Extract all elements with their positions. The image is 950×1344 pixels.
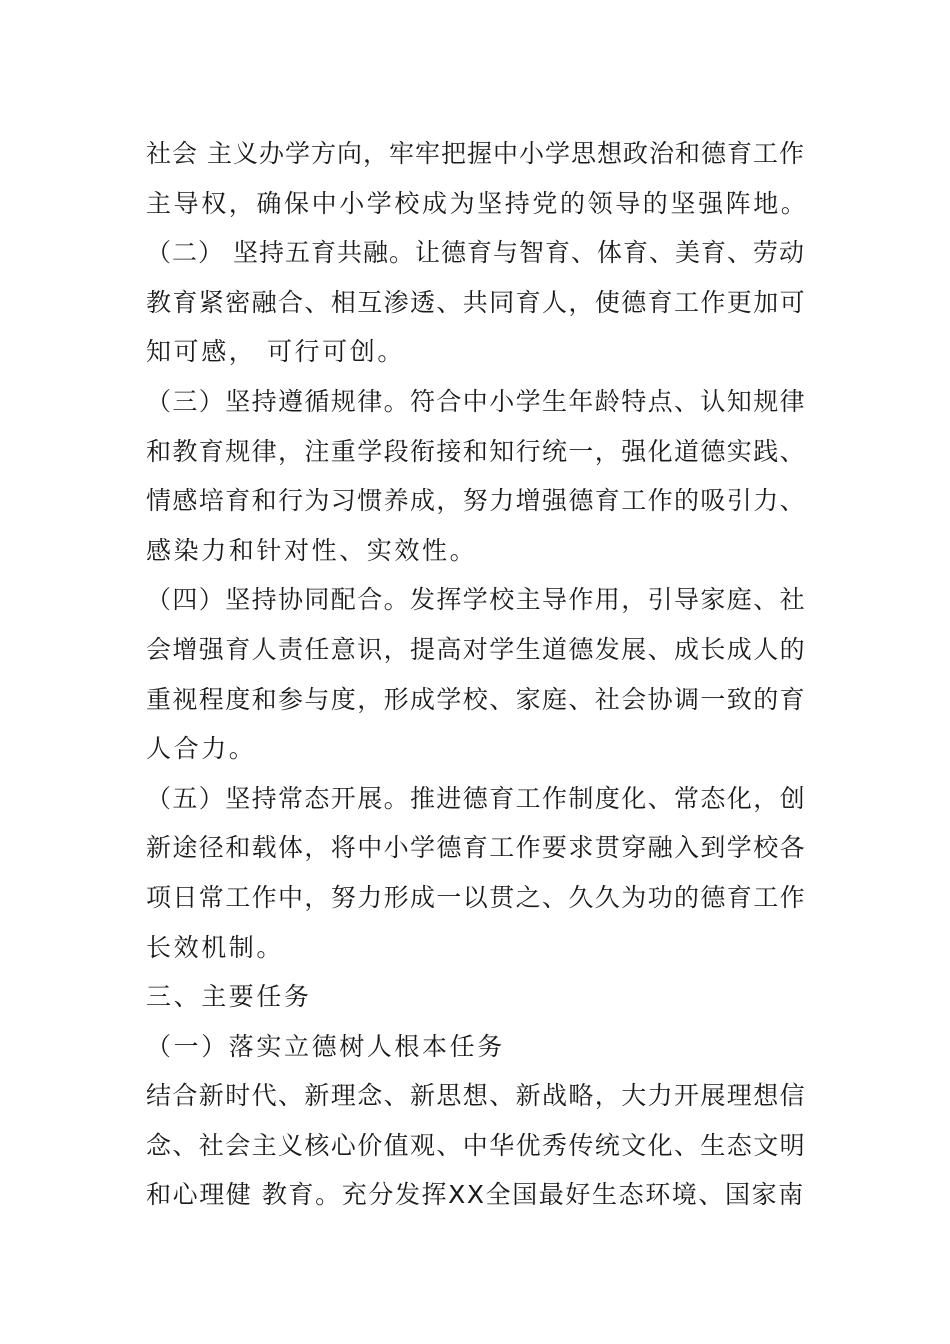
section-heading-main-tasks: 三、主要任务 (146, 982, 312, 1012)
body-text-line: 念、社会主义核心价值观、中华优秀传统文化、生态文明 (146, 1130, 807, 1160)
body-text-line: 会增强育人责任意识，提高对学生道德发展、成长成人的 (146, 634, 807, 664)
body-text-line: 长效机制。 (146, 932, 285, 962)
body-text-line: 和心理健 教育。充分发挥XX全国最好生态环境、国家南 (146, 1180, 805, 1210)
body-text-line: 教育紧密融合、相互渗透、共同育人，使德育工作更加可 (146, 287, 807, 317)
section-principle-5: （五）坚持常态开展。推进德育工作制度化、常态化，创 (146, 783, 807, 813)
body-text-line: 知可感， 可行可创。 (146, 337, 405, 367)
body-text-line: 感染力和针对性、实效性。 (146, 535, 478, 565)
body-text-line: 结合新时代、新理念、新思想、新战略，大力开展理想信 (146, 1081, 807, 1111)
body-text-line: 人合力。 (146, 734, 257, 764)
body-text-line: 社会 主义办学方向，牢牢把握中小学思想政治和德育工作 (146, 139, 805, 168)
body-text-line: 和教育规律，注重学段衔接和知行统一，强化道德实践、 (146, 436, 807, 466)
body-text-line: 项日常工作中，努力形成一以贯之、久久为功的德育工作 (146, 882, 807, 912)
body-text-line: 主导权，确保中小学校成为坚持党的领导的坚强阵地。 (146, 188, 809, 218)
subsection-heading-task-1: （一）落实立德树人根本任务 (146, 1031, 505, 1061)
body-text-line: 新途径和载体，将中小学德育工作要求贯穿融入到学校各 (146, 833, 807, 863)
document-body (146, 129, 809, 1220)
section-principle-3: （三）坚持遵循规律。符合中小学生年龄特点、认知规律 (146, 386, 807, 416)
section-principle-2: （二） 坚持五育共融。让德育与智育、体育、美育、劳动 (146, 238, 805, 268)
body-text-line: 情感培育和行为习惯养成，努力增强德育工作的吸引力、 (146, 486, 807, 516)
body-text-line: 重视程度和参与度，形成学校、家庭、社会协调一致的育 (146, 684, 807, 714)
section-principle-4: （四）坚持协同配合。发挥学校主导作用，引导家庭、社 (146, 585, 807, 615)
